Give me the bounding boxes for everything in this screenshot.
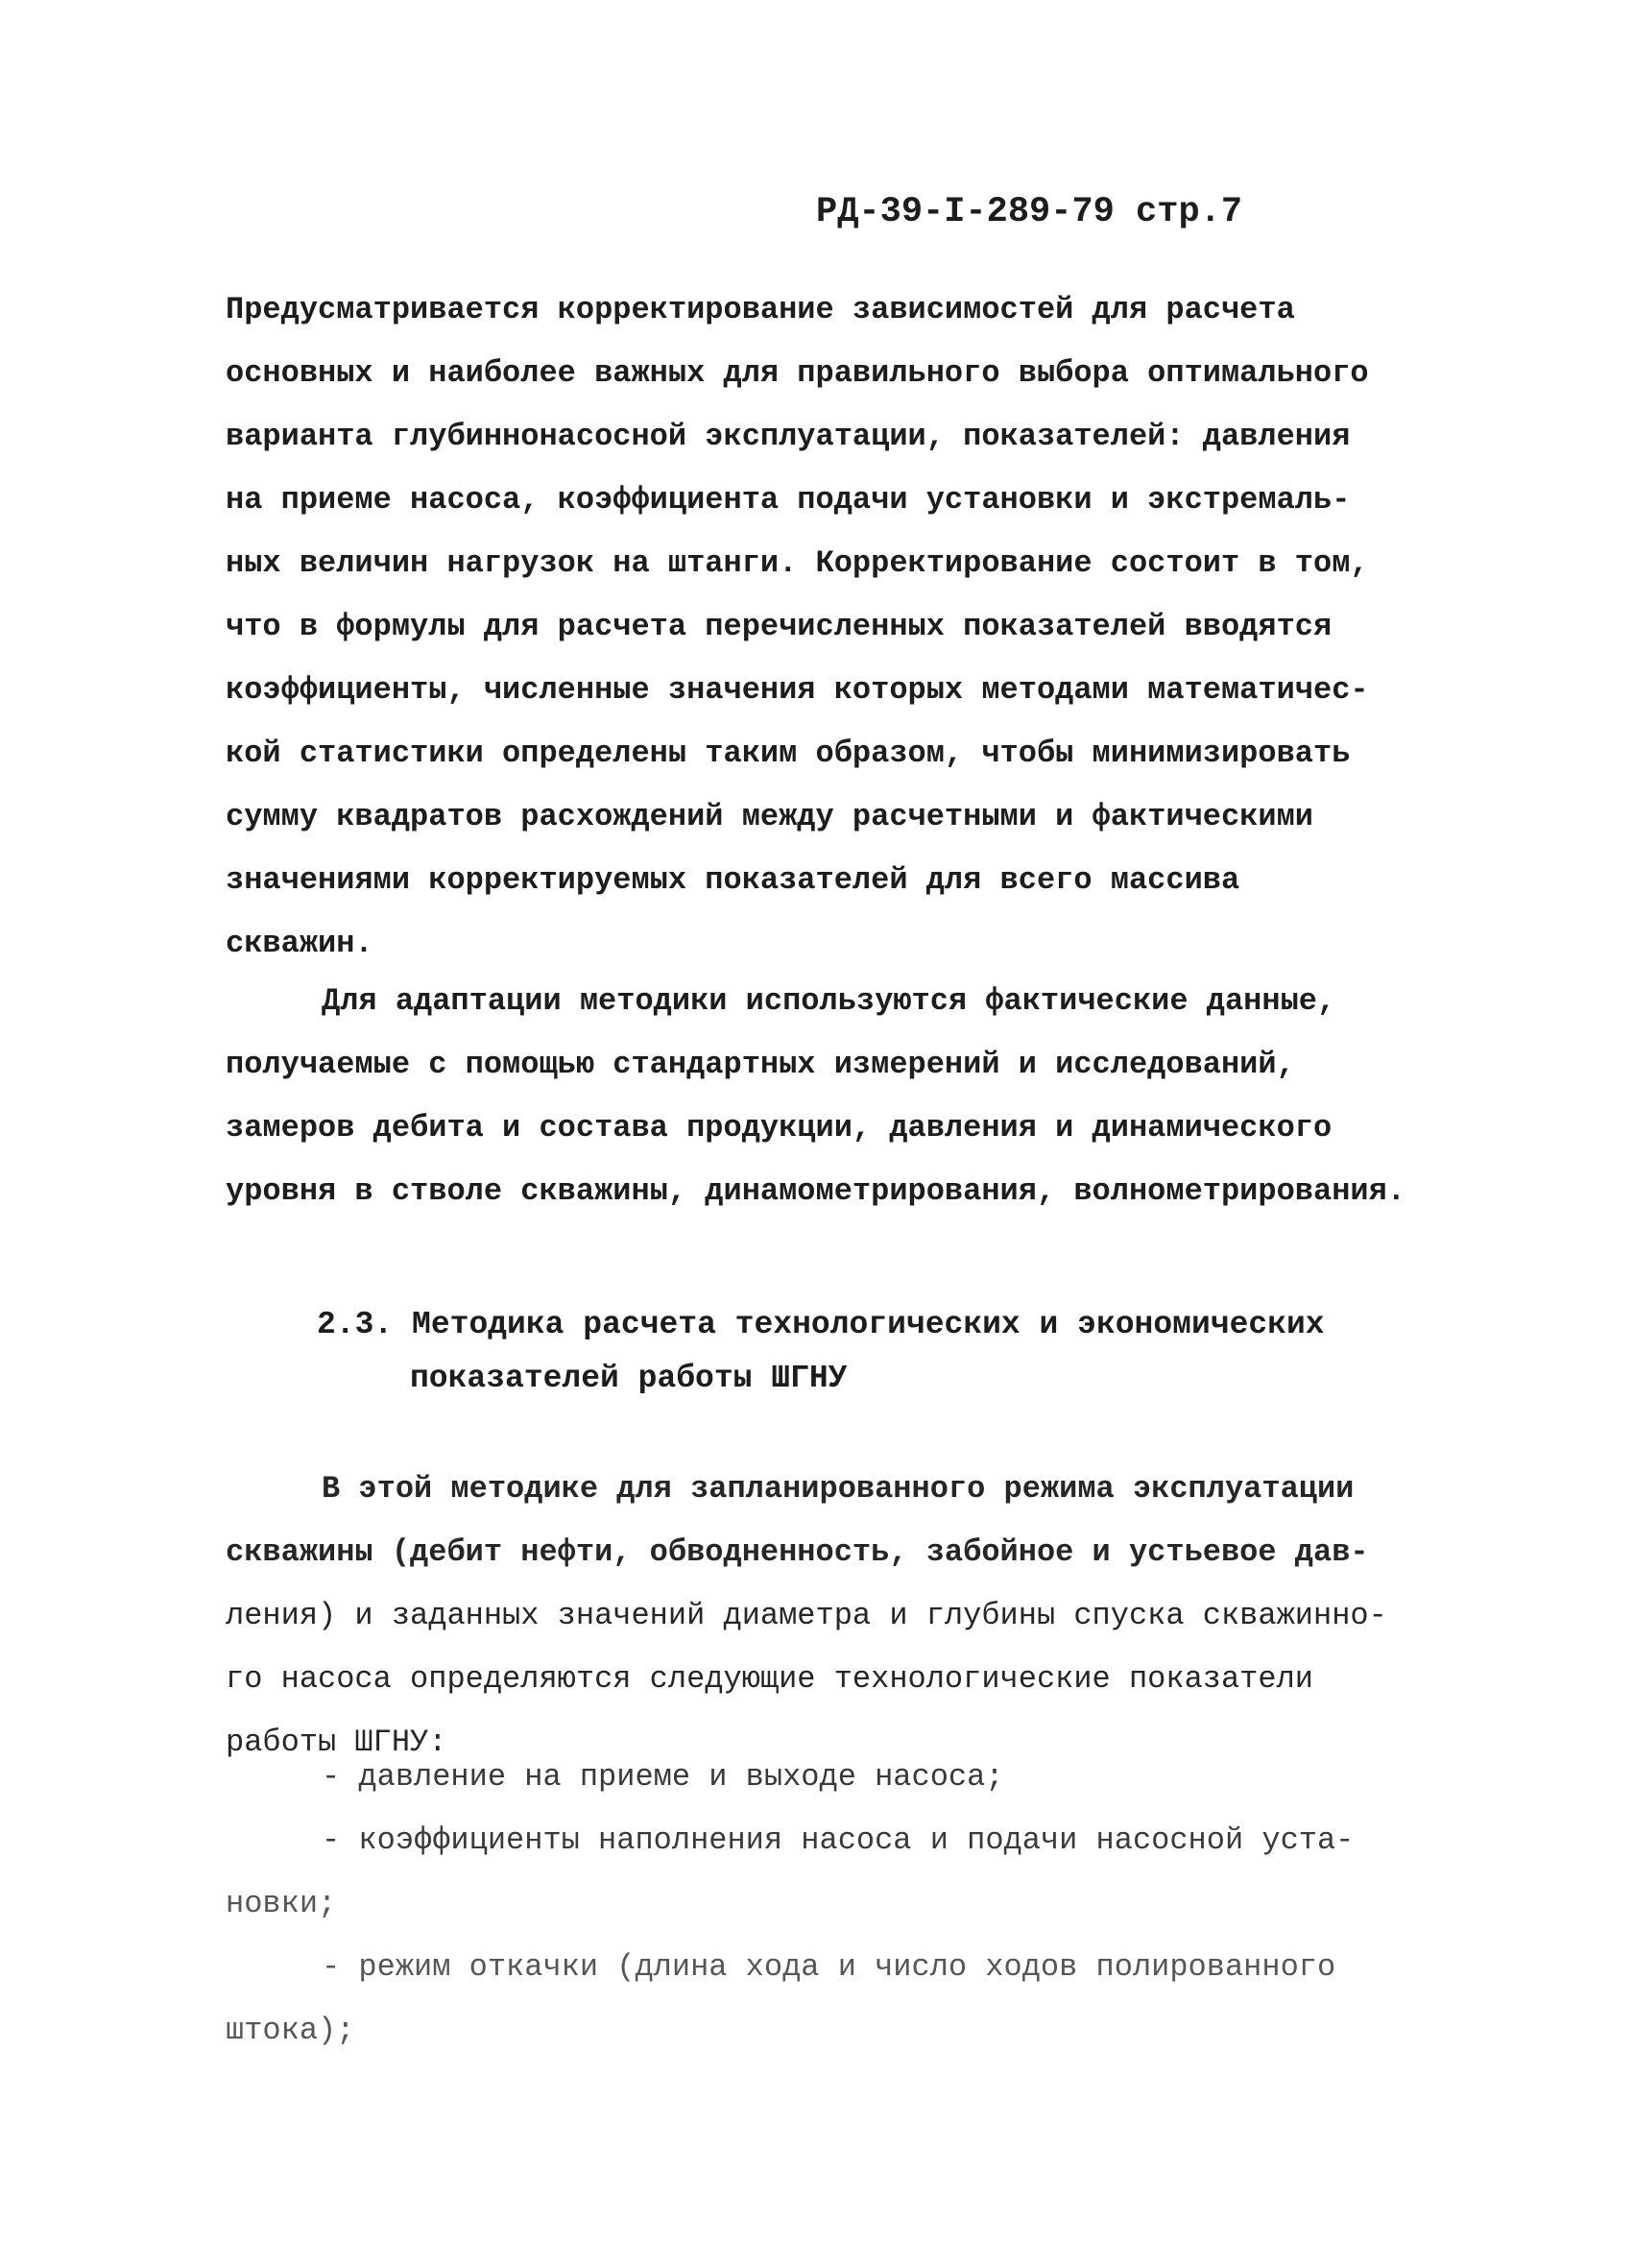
- paragraph-correction: [226, 278, 1474, 976]
- text-line: го насоса определяются следующие технологические показатели: [226, 1661, 1313, 1697]
- text-line: на приеме насоса, коэффициента подачи установки и экстремаль-: [226, 482, 1351, 518]
- text-line: работы ШГНУ:: [226, 1725, 447, 1760]
- section-heading: [317, 1298, 1325, 1406]
- text-line: замеров дебита и состава продукции, давления и динамического: [226, 1110, 1333, 1146]
- text-line: сумму квадратов расхождений между расчетными и фактическими: [226, 799, 1313, 834]
- list-item: - давление на приеме и выходе насоса;: [322, 1759, 1004, 1795]
- text-line: значениями корректируемых показателей для всего массива: [226, 862, 1240, 898]
- text-line: основных и наиболее важных для правильного выбора оптимального: [226, 355, 1369, 391]
- paragraph-adaptation: [226, 970, 1474, 1223]
- text-line: кой статистики определены таким образом, чтобы минимизировать: [226, 736, 1351, 771]
- text-line: получаемые с помощью стандартных измерений и исследований,: [226, 1047, 1295, 1082]
- page-header: РД-39-I-289-79 стр.7: [816, 192, 1243, 232]
- text-line: уровня в стволе скважины, динамометрирования, волнометрирования.: [226, 1173, 1405, 1209]
- text-line: что в формулы для расчета перечисленных показателей вводятся: [226, 609, 1333, 644]
- text-line: В этой методике для запланированного режима эксплуатации: [322, 1471, 1355, 1507]
- paragraph-method: [226, 1458, 1474, 1774]
- text-line: варианта глубиннонасосной эксплуатации, показателей: давления: [226, 419, 1351, 454]
- section-number: 2.3.: [317, 1307, 394, 1342]
- section-title-line1: Методика расчета технологических и экономических: [412, 1307, 1325, 1342]
- section-title-line2: показателей работы ШГНУ: [410, 1361, 848, 1396]
- list-item-continuation: штока);: [226, 2013, 355, 2048]
- list-item: - коэффициенты наполнения насоса и подачи насосной уста-: [322, 1822, 1355, 1858]
- text-line: скважин.: [226, 926, 373, 961]
- text-line: скважины (дебит нефти, обводненность, забойное и устьевое дав-: [226, 1534, 1369, 1570]
- text-line: ных величин нагрузок на штанги. Корректирование состоит в том,: [226, 545, 1369, 581]
- text-line: Для адаптации методики используются фактические данные,: [322, 983, 1336, 1019]
- list-item-continuation: новки;: [226, 1886, 337, 1921]
- list-item: - режим откачки (длина хода и число ходов полированного: [322, 1949, 1336, 1985]
- text-line: коэффициенты, численные значения которых методами математичес-: [226, 672, 1369, 708]
- text-line: ления) и заданных значений диаметра и глубины спуска скважинно-: [226, 1598, 1387, 1633]
- indicator-list: [226, 1746, 1474, 2063]
- text-line: Предусматривается корректирование зависимостей для расчета: [226, 292, 1295, 327]
